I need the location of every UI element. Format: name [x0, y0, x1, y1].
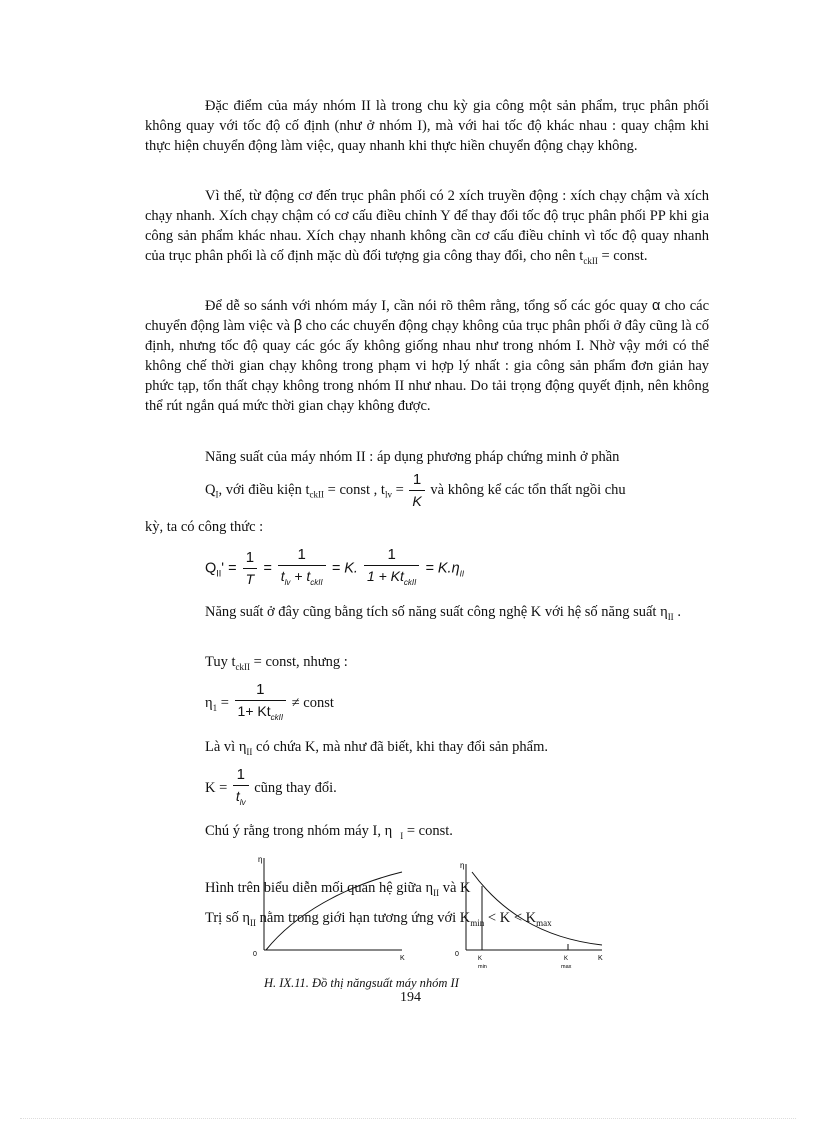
- paragraph-8: [205, 652, 348, 677]
- graph-right-kmin-k: K: [478, 956, 483, 962]
- paragraph-5-equals: =: [391, 481, 408, 498]
- tck-subscript: ckII: [309, 489, 325, 500]
- q-symbol: Q: [205, 481, 216, 498]
- paragraph-12-sub: II: [433, 887, 440, 898]
- paragraph-11-eta: η: [384, 823, 393, 839]
- formula-q-f3-num: 1: [387, 546, 396, 563]
- paragraph-11: [205, 821, 453, 846]
- paragraph-12-text-b: và K: [439, 880, 471, 896]
- formula-q-f3-den-text: 1 + Kt: [366, 568, 404, 584]
- graph-left-x-label: K: [400, 955, 405, 962]
- formula-k-den: [233, 785, 249, 813]
- formula-eta-den-text: 1+ Kt: [237, 703, 271, 719]
- formula-q-f2-den: [278, 565, 326, 593]
- eta-subscript: II: [667, 611, 674, 622]
- paragraph-7-end: .: [673, 604, 681, 620]
- formula-q-fraction-2: [278, 545, 326, 593]
- paragraph-12-text-a: Hình trên biểu diễn mối quan hệ giữa: [205, 880, 426, 896]
- formula-q-eq1: =: [263, 560, 272, 577]
- paragraph-12-eta: η: [425, 880, 434, 896]
- page-bottom-divider: [20, 1118, 796, 1119]
- paragraph-3: [145, 296, 709, 416]
- graph-left-y-label: η: [258, 855, 263, 864]
- paragraph-9-eta: η: [238, 739, 247, 755]
- eta-symbol: η: [660, 604, 668, 620]
- paragraph-9-text-a: Là vì: [205, 739, 239, 755]
- paragraph-8-text-a: Tuy t: [205, 654, 236, 670]
- formula-eta-lhs: η: [205, 695, 213, 712]
- paragraph-3-start: Để dễ so sánh với nhóm máy I, cần nói rõ thêm rằng, tổng số các góc quay: [205, 298, 652, 314]
- paragraph-7-text: Năng suất ở đây cũng bằng tích số năng suất công nghệ K với hệ số năng suất: [205, 604, 661, 620]
- paragraph-8-text-b: = const, nhưng :: [250, 654, 348, 670]
- formula-eta-lhs-sub: 1: [212, 703, 218, 714]
- formula-k-den-sub: lv: [239, 797, 246, 807]
- formula-q-f2-num: 1: [297, 546, 306, 563]
- paragraph-11-sub: I: [400, 830, 404, 841]
- q-subscript: I: [215, 489, 219, 500]
- paragraph-5-text-a: , với điều kiện t: [218, 481, 310, 498]
- paragraph-2: [145, 186, 709, 271]
- formula-eta: [205, 680, 334, 728]
- paragraph-3-end: cho các chuyển động chạy không của trục phân phối ở đây cũng là cố định, nhưng tốc độ quay các góc ấy không giống nhau như trong nhóm I. Nhờ vậy mới có thể không chế thời gian chạy không trong phạm vi hợp lý nhất : gia công sản phẩm đơn giản hay phức tạp, tổn thất chạy không trong nhóm II như nhau. Do tải trọng động quyết định, nên không thể rút ngắn quá mức thời gian chạy không được.: [145, 318, 710, 414]
- paragraph-13-eta: η: [242, 910, 250, 926]
- formula-q-f1-num: 1: [245, 549, 255, 567]
- formula-q-f2-den-a-sub: lv: [284, 577, 291, 587]
- formula-q-fraction-3: [364, 545, 419, 593]
- formula-eta-tail: ≠ const: [288, 695, 334, 712]
- paragraph-9: [205, 737, 548, 762]
- paragraph-11-text-a: Chú ý rằng trong nhóm máy I,: [205, 823, 385, 839]
- formula-q-f2-den-a: t: [280, 568, 285, 584]
- paragraph-13-text-b: nằm trong giới hạn tương ứng với K: [255, 910, 471, 926]
- fraction-1-over-k: [409, 470, 424, 511]
- paragraph-6: kỳ, ta có công thức :: [145, 519, 264, 535]
- graph-left-origin: 0: [253, 951, 257, 958]
- graph-right-kmin-sub: min: [478, 964, 487, 970]
- paragraph-7: [145, 602, 709, 627]
- formula-q-lhs-sub: II: [216, 568, 222, 579]
- formula-q-fraction-1: [243, 548, 258, 589]
- paragraph-12: [205, 878, 471, 903]
- formula-q-eq3: = K.η: [425, 560, 460, 577]
- paragraph-11-text-b: = const.: [403, 823, 453, 839]
- formula-eta-den-sub: ckII: [270, 712, 284, 722]
- paragraph-13-kmin-sub: min: [470, 917, 485, 928]
- page-number: 194: [400, 990, 421, 1005]
- formula-q-f2-den-plus: + t: [290, 568, 311, 584]
- tlv-subscript: lv: [384, 489, 392, 500]
- formula-q-f3-den-sub: ckII: [403, 577, 417, 587]
- paragraph-2-subscript: ckII: [583, 255, 598, 266]
- fraction-numerator: 1: [412, 471, 422, 488]
- paragraph-13-text-c: < K < K: [484, 910, 537, 926]
- paragraph-13: [205, 908, 552, 933]
- paragraph-13-sub: II: [249, 917, 256, 928]
- fraction-denominator: K: [409, 490, 424, 511]
- paragraph-8-sub: ckII: [235, 661, 251, 672]
- formula-k: [205, 765, 337, 813]
- formula-eta-eq: =: [217, 695, 233, 712]
- paragraph-5-text-c: và không kể các tổn thất ngồi chu: [426, 481, 626, 498]
- formula-eta-den: [235, 700, 287, 728]
- graph-right-origin: 0: [455, 951, 459, 958]
- graph-right-kmax-k: K: [564, 956, 569, 962]
- graph-right-x-label: K: [598, 955, 603, 962]
- graph-right-y-label: η: [460, 861, 465, 870]
- paragraph-4: Năng suất của máy nhóm II : áp dụng phương pháp chứng minh ở phần: [205, 449, 620, 465]
- alpha-symbol: α: [652, 298, 661, 314]
- formula-k-lhs: K =: [205, 780, 231, 797]
- paragraph-9-sub: II: [246, 746, 253, 757]
- formula-q-f1-den: T: [243, 568, 258, 589]
- figure-caption: H. IX.11. Đồ thị năngsuất máy nhóm II: [264, 976, 459, 990]
- paragraph-13-kmax-sub: max: [536, 917, 552, 928]
- formula-q-lhs-tail: ' =: [221, 560, 237, 577]
- formula-k-num: 1: [236, 766, 245, 783]
- graph-right-kmax-sub: max: [561, 964, 572, 970]
- paragraph-13-text-a: Trị số: [205, 910, 243, 926]
- paragraph-10-text: cũng thay đổi.: [254, 780, 337, 797]
- beta-symbol: β: [293, 318, 303, 334]
- paragraph-9-text-b: có chứa K, mà như đã biết, khi thay đổi sản phẩm.: [252, 739, 549, 755]
- paragraph-2-end: = const.: [597, 248, 648, 264]
- formula-q-f3-den: [364, 565, 419, 593]
- formula-eta-num: 1: [256, 681, 265, 698]
- formula-q-lhs: Q: [205, 560, 217, 577]
- paragraph-2-text: Vì thế, từ động cơ đến trục phân phối có 2 xích truyền động : xích chạy chậm và xích chạy nhanh. Xích chạy chậm có cơ cấu điều chỉnh Y để thay đổi tốc độ trục phân phối PP khi gia công sản phẩm khác nhau. Xích chạy nhanh không cần cơ cấu điều chỉnh vì tốc độ quay nhanh của trục phân phối là cố định mặc dù đối tượng gia công thay đổi, cho nên t: [145, 188, 709, 264]
- formula-k-den-text: t: [235, 788, 240, 804]
- formula-k-fraction: [233, 765, 249, 813]
- formula-q-eq3-sub: II: [459, 569, 465, 579]
- paragraph-3-mid: cho các chuyển động làm việc và: [145, 298, 710, 334]
- formula-q-f2-den-b-sub: ckII: [310, 577, 323, 587]
- paragraph-5: [205, 470, 626, 511]
- formula-q-eq2: = K.: [331, 560, 358, 577]
- paragraph-5-text-b: = const , t: [324, 481, 385, 498]
- formula-eta-fraction: [235, 680, 287, 728]
- formula-productivity: [205, 545, 464, 593]
- paragraph-1: Đặc điểm của máy nhóm II là trong chu kỳ gia công một sản phẩm, trục phân phối không quay với tốc độ cố định (như ở nhóm I), mà với hai tốc độ khác nhau : quay chậm khi thực hiện chuyển động làm việc, quay nhanh khi thực hiền chuyển động chạy không.: [145, 98, 709, 154]
